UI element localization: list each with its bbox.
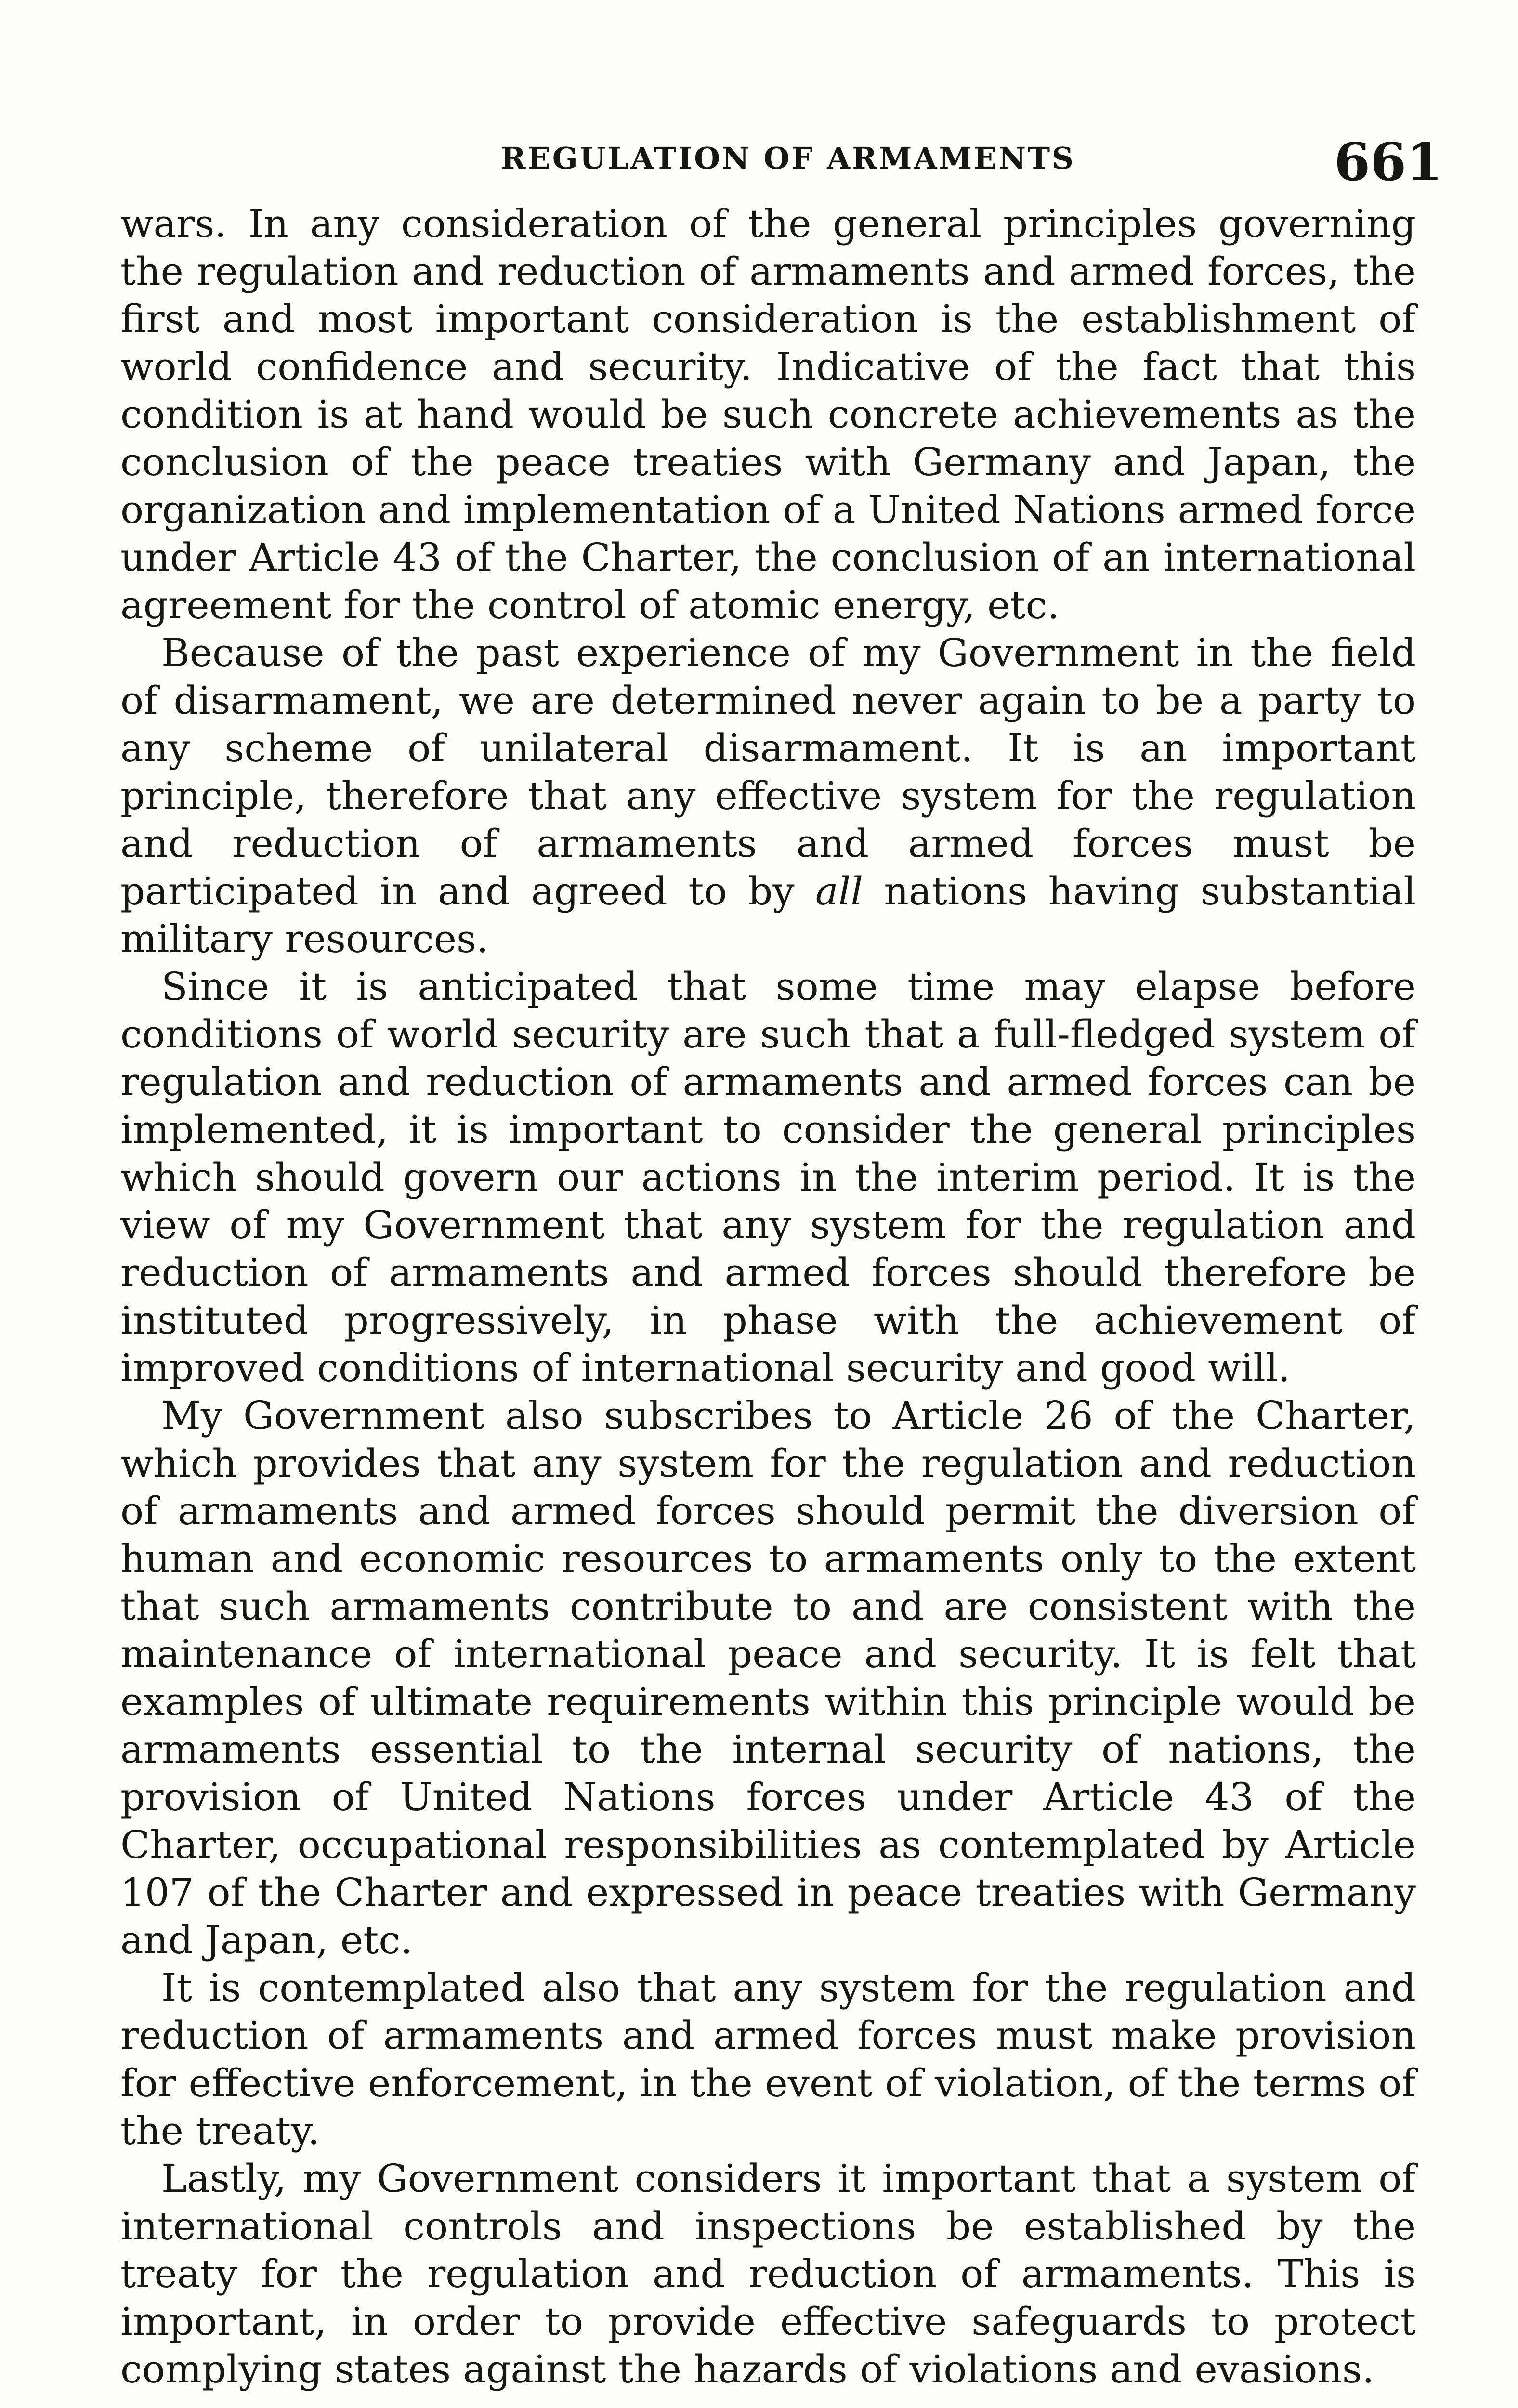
page-number: 661 — [1334, 132, 1443, 193]
running-head-title: REGULATION OF ARMAMENTS — [501, 141, 1075, 176]
paragraph-3: Since it is anticipated that some time may elapse before conditions of world security are such that a full-fledged system of regulation and reduction of armaments and armed forces can be implemented, it is important to consider the general principles which should govern our actions in the interim period. It is the view of my Government that any system for the regulation and reduction of armaments and armed forces should therefore be instituted progressively, in phase with the achievement of improved conditions of international security and good will. — [120, 964, 1416, 1390]
paragraph-2 — [120, 629, 1416, 963]
paragraph-2-emphasis: all — [815, 869, 863, 914]
paragraph-4: My Government also subscribes to Article 26 of the Charter, which provides that any system for the regulation and reduction of armaments and armed forces should permit the diversion of human and economic resources to armaments only to the extent that such armaments contribute to and are consistent with the maintenance of international peace and security. It is felt that examples of ultimate requirements within this principle would be armaments essential to the internal security of nations, the provision of United Nations forces under Article 43 of the Charter, occupational responsibilities as contemplated by Article 107 of the Charter and expressed in peace treaties with Germany and Japan, etc. — [120, 1393, 1416, 1963]
paragraph-5: It is contemplated also that any system for the regulation and reduction of armaments and armed forces must make provision for effective enforcement, in the event of violation, of the terms of the treaty. — [120, 1965, 1416, 2153]
paragraph-1: wars. In any consideration of the general principles governing the regulation and reduction of armaments and armed forces, the first and most important consideration is the establishment of world confidence and security. Indicative of the fact that this condition is at hand would be such concrete achievements as the conclusion of the peace treaties with Germany and Japan, the organization and implementation of a United Nations armed force under Article 43 of the Charter, the conclusion of an international agreement for the control of atomic energy, etc. — [120, 201, 1416, 628]
paragraph-6: Lastly, my Government considers it important that a system of international controls and inspections be established by the treaty for the regulation and reduction of armaments. This is important, in order to provide effective safeguards to protect complying states against the hazards of violations and evasions. — [120, 2156, 1416, 2392]
paragraph-2-text-b: nations having substantial military resources. — [120, 869, 1416, 961]
body-text — [120, 200, 1416, 2393]
paragraph-2-text-a: Because of the past experience of my Government in the field of disarmament, we are determined never again to be a party to any scheme of unilateral disarmament. It is an important principle, therefore that any effective system for the regulation and reduction of armaments and armed forces must be participated in and agreed to by — [120, 630, 1416, 914]
